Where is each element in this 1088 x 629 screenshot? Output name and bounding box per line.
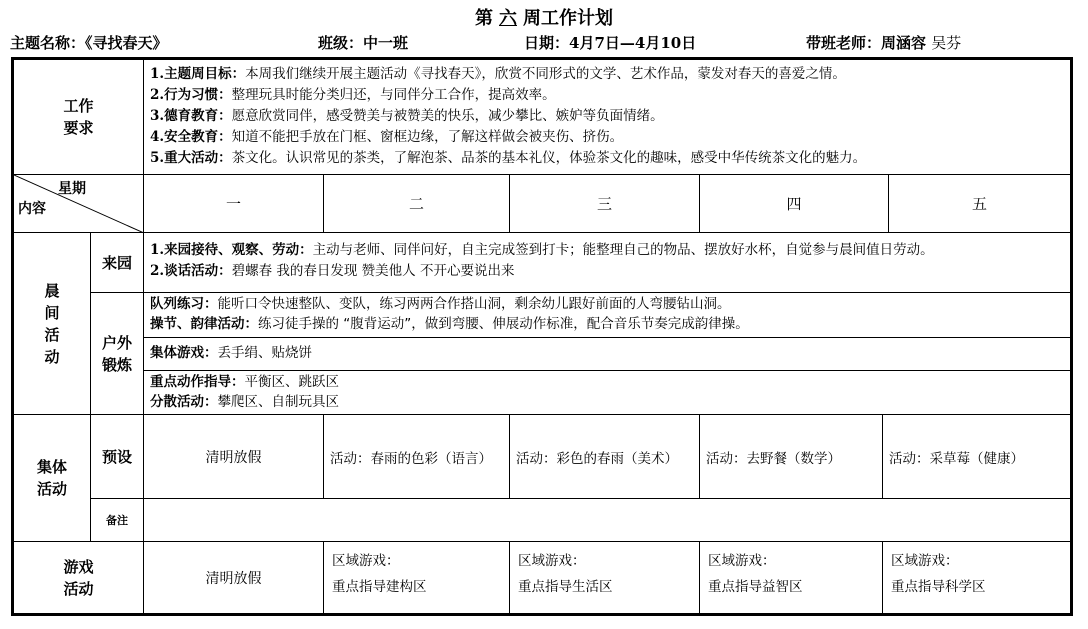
date-value: 4月7日—4月10日 bbox=[569, 34, 697, 52]
plan-day-1: 清明放假 bbox=[144, 415, 324, 499]
plan-label: 预设 bbox=[91, 415, 144, 499]
day-header: 五 bbox=[889, 175, 1070, 233]
plan-table bbox=[11, 57, 1073, 616]
teacher-meta bbox=[806, 32, 961, 53]
corner-weekday: 星期 bbox=[58, 181, 86, 197]
drill-label: 队列练习： bbox=[150, 296, 218, 312]
free-activity-label: 分散活动： bbox=[150, 394, 218, 410]
note-content bbox=[144, 499, 1070, 542]
games-day-3 bbox=[510, 542, 700, 613]
games-header-cell bbox=[14, 542, 144, 613]
games-day-2 bbox=[324, 542, 510, 613]
day-header: 四 bbox=[700, 175, 889, 233]
day-header: 一 bbox=[144, 175, 324, 233]
games-day-2-title: 区域游戏： bbox=[332, 553, 400, 569]
exercise-label: 操节、韵律活动： bbox=[150, 316, 258, 332]
corner-cell bbox=[14, 175, 144, 233]
page-title bbox=[0, 4, 1088, 30]
games-day-5 bbox=[883, 542, 1070, 613]
games-day-2-focus: 重点指导建构区 bbox=[332, 579, 427, 595]
group-game-text: 丢手绢、贴烧饼 bbox=[217, 345, 312, 361]
plan-day-3: 活动：彩色的春雨（美术） bbox=[510, 415, 700, 499]
title-prefix: 第 bbox=[475, 8, 493, 29]
arrival-line2-text: 碧螺春 我的春日发现 赞美他人 不开心要说出来 bbox=[231, 263, 515, 279]
free-activity-text: 攀爬区、自制玩具区 bbox=[217, 394, 339, 410]
games-day-1: 清明放假 bbox=[144, 542, 324, 613]
work-item: 1.主题周目标：本周我们继续开展主题活动《寻找春天》，欣赏不同形式的文学、艺术作品，蒙发对春天的喜爱之情。 bbox=[150, 66, 846, 82]
group-header-cell bbox=[14, 415, 91, 542]
work-item: 3.德育教育：愿意欣赏同伴，感受赞美与被赞美的快乐，减少攀比、嫉妒等负面情绪。 bbox=[150, 108, 664, 124]
day-header: 二 bbox=[324, 175, 510, 233]
class-meta bbox=[318, 32, 408, 53]
games-day-3-title: 区域游戏： bbox=[518, 553, 586, 569]
outdoor-row-3 bbox=[144, 371, 1070, 415]
outdoor-label-cell bbox=[91, 293, 144, 415]
theme-value: 《寻找春天》 bbox=[85, 34, 168, 52]
games-day-5-title: 区域游戏： bbox=[891, 553, 959, 569]
class-label: 班级： bbox=[318, 34, 364, 52]
games-day-3-focus: 重点指导生活区 bbox=[518, 579, 613, 595]
outdoor-row-2 bbox=[144, 338, 1070, 371]
note-label: 备注 bbox=[91, 499, 144, 542]
group-game-label: 集体游戏： bbox=[150, 345, 218, 361]
work-header-cell bbox=[14, 60, 144, 175]
group-header: 集体活动 bbox=[36, 458, 67, 498]
morning-header-cell bbox=[14, 233, 91, 415]
arrival-line2-label: 2.谈话活动： bbox=[150, 263, 232, 279]
games-header: 游戏活动 bbox=[63, 557, 94, 598]
corner-content: 内容 bbox=[18, 201, 46, 217]
work-requirements bbox=[144, 60, 1070, 175]
games-day-4-focus: 重点指导益智区 bbox=[708, 579, 803, 595]
key-action-label: 重点动作指导： bbox=[150, 374, 245, 390]
morning-header: 晨间活动 bbox=[44, 281, 60, 366]
games-day-5-focus: 重点指导科学区 bbox=[891, 579, 986, 595]
date-label: 日期： bbox=[524, 34, 570, 52]
games-day-4 bbox=[700, 542, 883, 613]
class-value: 中一班 bbox=[363, 34, 409, 52]
arrival-content bbox=[144, 233, 1070, 293]
plan-day-4: 活动：去野餐（数学） bbox=[700, 415, 883, 499]
arrival-label: 来园 bbox=[91, 233, 144, 293]
exercise-text: 练习徒手操的 “腹背运动”，做到弯腰、伸展动作标准，配合音乐节奏完成韵律操。 bbox=[258, 316, 749, 332]
theme-meta bbox=[10, 32, 168, 53]
theme-label: 主题名称： bbox=[10, 34, 86, 52]
work-item: 5.重大活动：茶文化。认识常见的茶类，了解泡茶、品茶的基本礼仪，体验茶文化的趣味，感受中华传统茶文化的魅力。 bbox=[150, 150, 867, 166]
week-number: 六 bbox=[499, 8, 517, 29]
teacher-label: 带班老师： bbox=[806, 34, 882, 52]
work-item: 2.行为习惯：整理玩具时能分类归还，与同伴分工合作，提高效率。 bbox=[150, 87, 556, 103]
outdoor-row-1 bbox=[144, 293, 1070, 338]
date-meta bbox=[524, 32, 696, 53]
work-item: 4.安全教育：知道不能把手放在门框、窗框边缘，了解这样做会被夹伤、挤伤。 bbox=[150, 129, 624, 145]
games-day-4-title: 区域游戏： bbox=[708, 553, 776, 569]
title-suffix: 周工作计划 bbox=[523, 8, 613, 29]
plan-day-5: 活动：采草莓（健康） bbox=[883, 415, 1070, 499]
plan-day-2: 活动：春雨的色彩（语言） bbox=[324, 415, 510, 499]
outdoor-label: 户外锻炼 bbox=[101, 333, 132, 374]
teacher-second: 吴芬 bbox=[931, 34, 962, 52]
day-header: 三 bbox=[510, 175, 700, 233]
teacher-value: 周涵容 bbox=[881, 34, 927, 52]
drill-text: 能听口令快速整队、变队，练习两两合作搭山洞，剩余幼儿跟好前面的人弯腰钻山洞。 bbox=[217, 296, 731, 312]
key-action-text: 平衡区、跳跃区 bbox=[244, 374, 339, 390]
arrival-line1-text: 主动与老师、同伴问好，自主完成签到打卡；能整理自己的物品、摆放好水杯，自觉参与晨间值日劳动。 bbox=[312, 242, 934, 258]
work-header: 工作要求 bbox=[63, 97, 94, 137]
arrival-line1-label: 1.来园接待、观察、劳动： bbox=[150, 242, 313, 258]
